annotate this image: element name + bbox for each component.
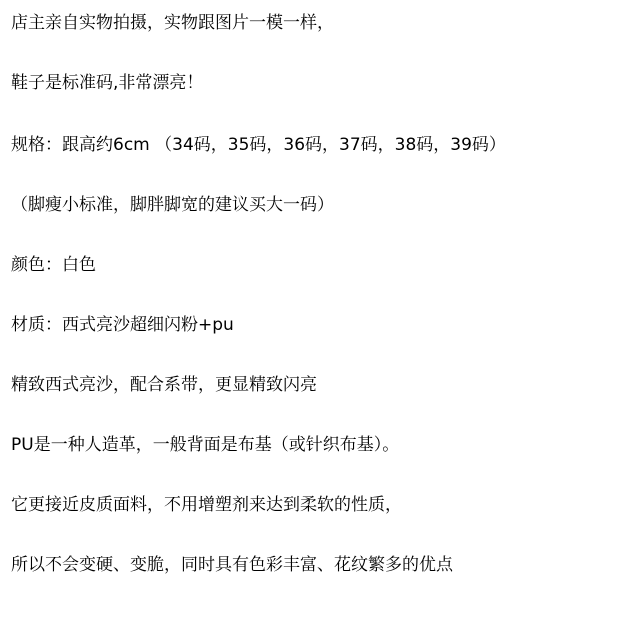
text-line-color: 颜色：白色 <box>11 255 96 275</box>
text-line-photo-note: 店主亲自实物拍摄，实物跟图片一模一样， <box>11 13 334 33</box>
text-line-style: 精致西式亮沙，配合系带，更显精致闪亮 <box>11 375 317 395</box>
text-line-pu-advantages: 所以不会变硬、变脆，同时具有色彩丰富、花纹繁多的优点 <box>11 555 453 575</box>
text-line-pu-properties: 它更接近皮质面料，不用增塑剂来达到柔软的性质， <box>11 495 402 515</box>
text-line-material: 材质：西式亮沙超细闪粉+pu <box>11 315 234 335</box>
text-line-fit-advice: （脚瘦小标准，脚胖脚宽的建议买大一码） <box>11 195 334 215</box>
text-line-pu-definition: PU是一种人造革，一般背面是布基（或针织布基）。 <box>11 435 400 455</box>
text-line-specs: 规格：跟高约6cm （34码，35码，36码，37码，38码，39码） <box>11 135 506 155</box>
text-line-size-standard: 鞋子是标准码,非常漂亮！ <box>11 73 204 93</box>
